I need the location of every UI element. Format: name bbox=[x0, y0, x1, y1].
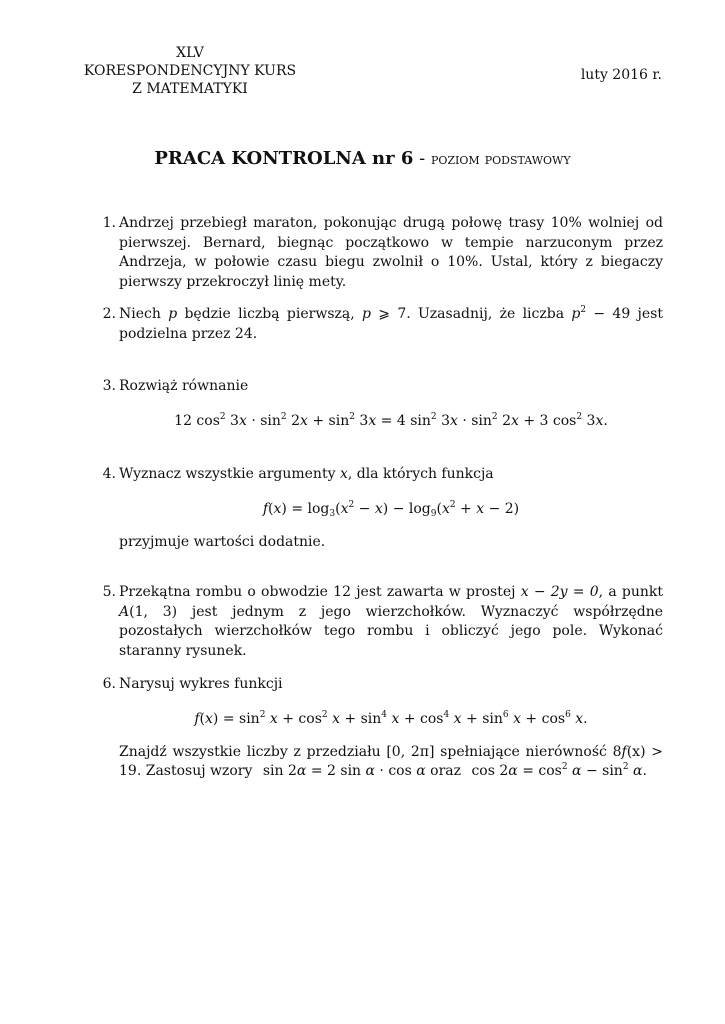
problem-number: 3. bbox=[102, 378, 116, 394]
title-level: poziom podstawowy bbox=[430, 149, 571, 168]
problem-4 bbox=[98, 465, 663, 552]
function-definition: $f(x) = \log_3(x^2 - x) - \log_9(x^2 + x - 2)$ bbox=[262, 499, 520, 519]
header-edition: XLV bbox=[176, 45, 204, 61]
equation: 12 $\cos^2 3x \cdot \sin^2 2x + \sin^2 3x = 4$ $\sin^2 3x \cdot \sin^2 2x + 3$ $\cos^2 3x$. bbox=[174, 411, 608, 429]
problem-text: Rozwiąż równanie bbox=[119, 378, 249, 394]
problem-2 bbox=[98, 305, 663, 344]
header-course-name: KORESPONDENCYJNY KURS bbox=[83, 63, 297, 79]
problem-1 bbox=[98, 214, 663, 292]
header-subject: Z MATEMATYKI bbox=[132, 81, 248, 97]
header-date: luty 2016 r. bbox=[580, 67, 662, 83]
function-definition: $f(x) = \sin^2 x + \cos^2 x + \sin^4 x + \cos^4 x + \sin^6 x + \cos^6 x$. bbox=[194, 709, 588, 727]
problem-text-after: Znajdź wszystkie liczby z przedziału [0, 2π] spełniające nierówność 8f(x) > 19. Zastosuj wzory sin 2α = 2 sin α · cos α oraz $\cos 2\alpha = \cos^2 \alpha - \sin^2 \alpha$. bbox=[119, 743, 664, 779]
page-title bbox=[0, 148, 725, 170]
problem-text-after: przyjmuje wartości dodatnie. bbox=[119, 533, 326, 550]
problem-number: 5. bbox=[102, 584, 116, 600]
problem-number: 6. bbox=[102, 676, 116, 692]
problem-6 bbox=[98, 675, 663, 782]
problem-3 bbox=[98, 377, 663, 445]
title-separator: - bbox=[413, 148, 431, 169]
problem-text: Wyznacz wszystkie argumenty x, dla których funkcja bbox=[119, 466, 494, 482]
problem-text: Niech p będzie liczbą pierwszą, p ⩾ 7. Uzasadnij, że liczba $p^2 - 49$ jest podzielna przez 24. bbox=[119, 305, 663, 342]
problem-number: 1. bbox=[102, 215, 116, 231]
problem-number: 2. bbox=[102, 306, 116, 322]
header-course-info bbox=[70, 44, 310, 98]
problem-number: 4. bbox=[102, 466, 116, 482]
problem-text: Narysuj wykres funkcji bbox=[119, 676, 283, 692]
title-main: PRACA KONTROLNA nr 6 bbox=[154, 148, 414, 169]
problem-5 bbox=[98, 583, 663, 661]
problem-text: Przekątna rombu o obwodzie 12 jest zawarta w prostej x − 2y = 0, a punkt A(1, 3) jest jednym z jego wierzchołków. Wyznaczyć współrzędne pozostałych wierzchołków tego rombu i obliczyć jego pole. Wykonać staranny rysunek. bbox=[119, 584, 664, 659]
problem-text: Andrzej przebiegł maraton, pokonując drugą połowę trasy 10% wolniej od pierwszej. Bernard, biegnąc początkowo w tempie narzuconym przez Andrzeja, w połowie czasu biegu zwolnił o 10%. Ustal, który z biegaczy pierwszy przekroczył linię mety. bbox=[119, 215, 663, 290]
